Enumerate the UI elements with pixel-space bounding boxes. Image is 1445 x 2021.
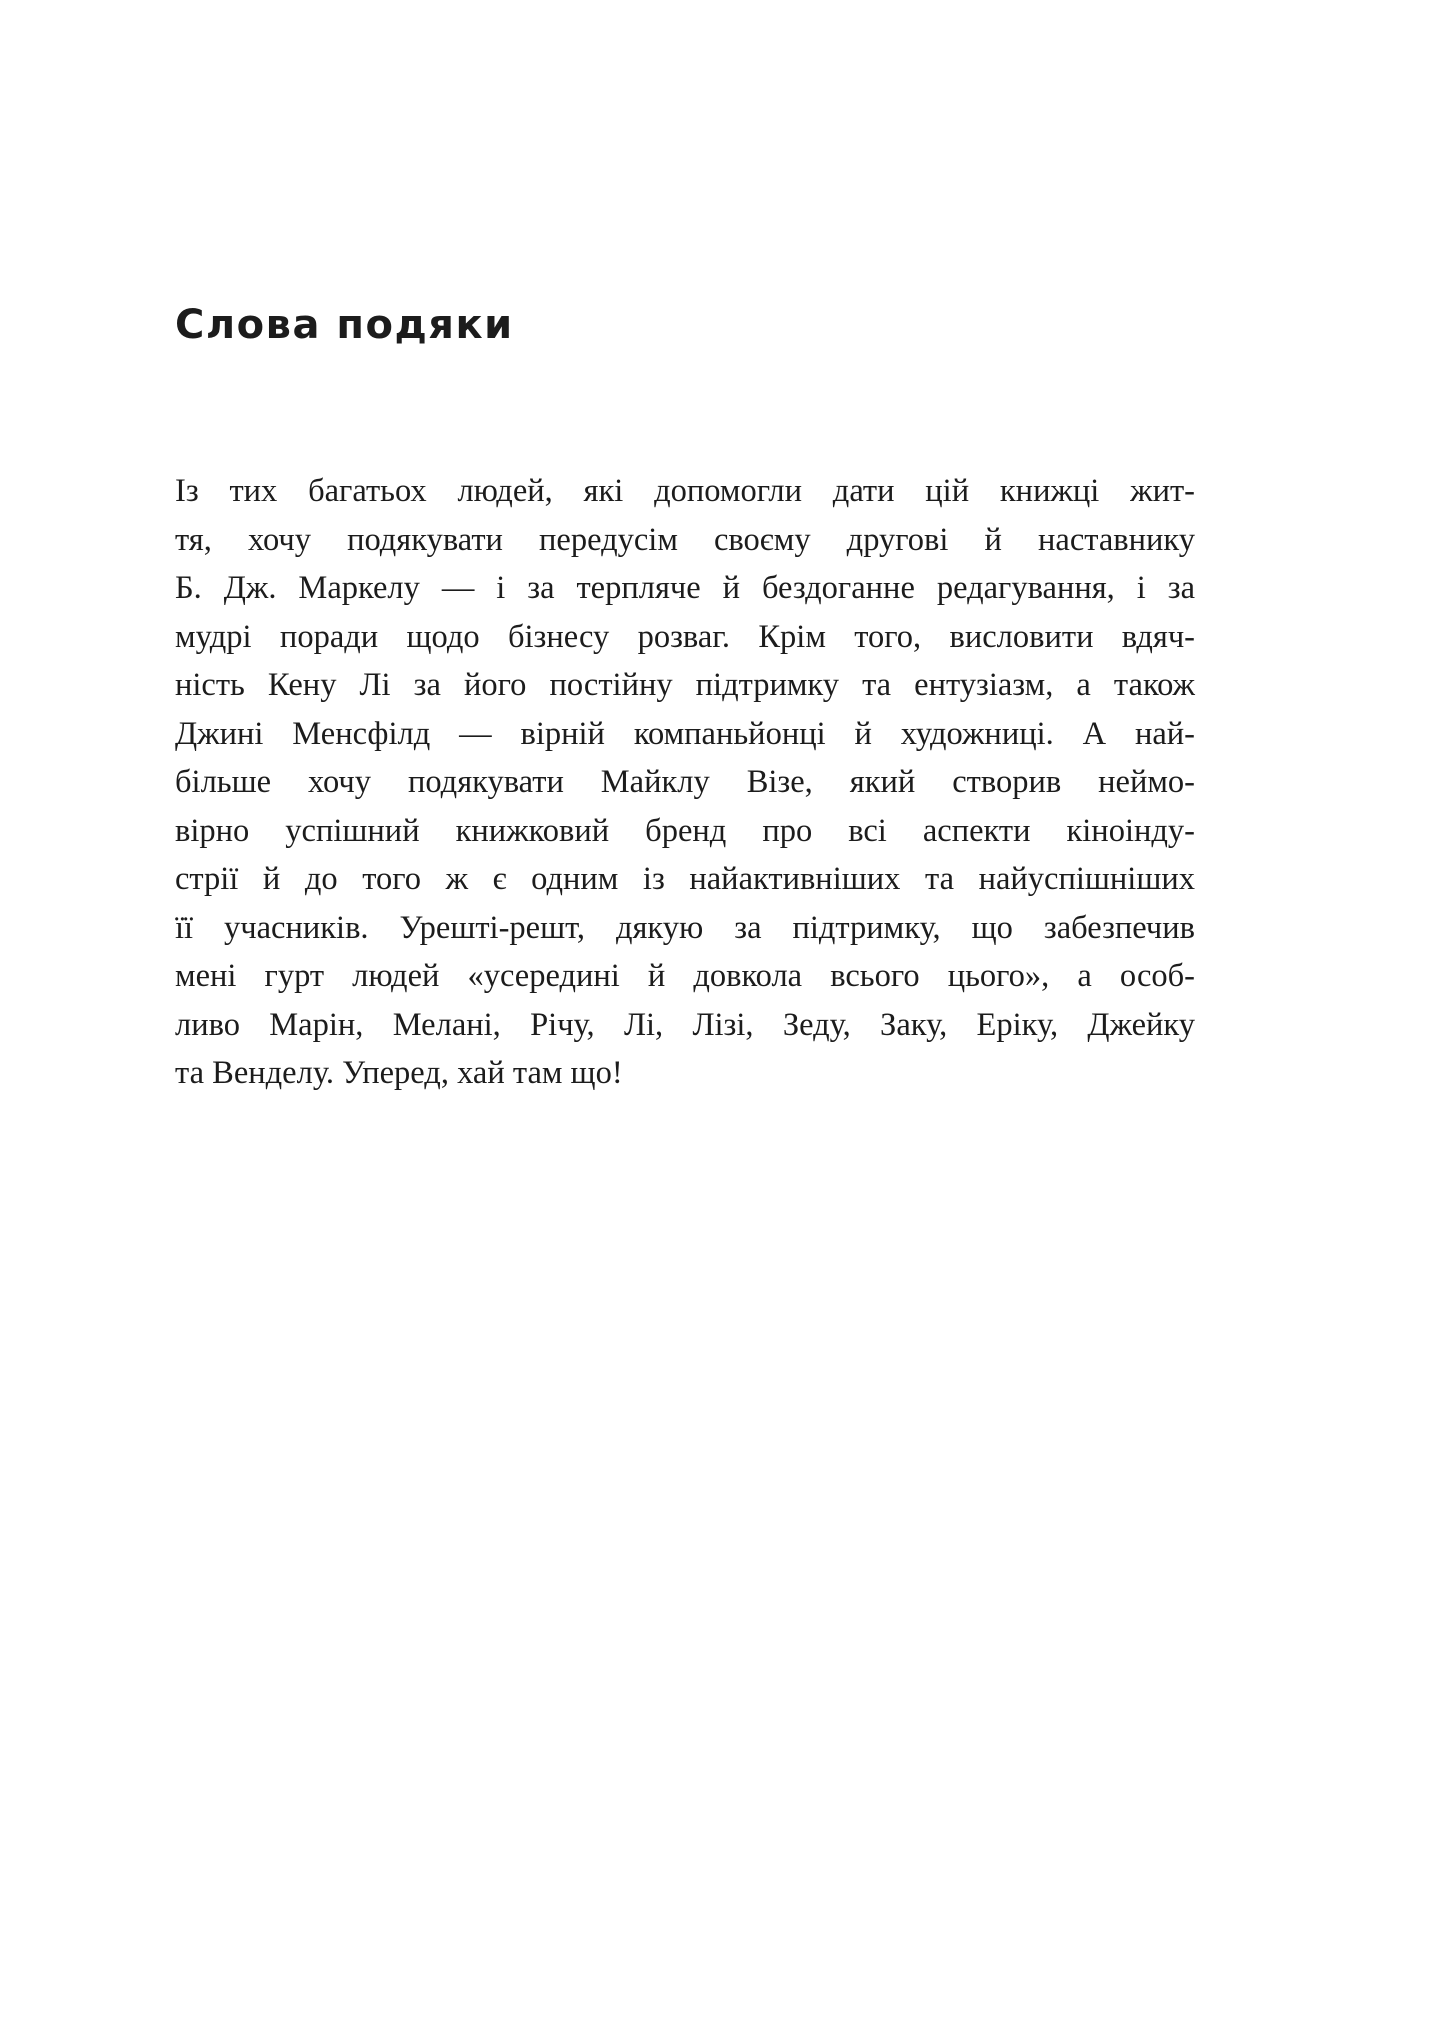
paragraph-line: ливо Марін, Мелані, Річу, Лі, Лізі, Зеду, Заку, Еріку, Джейку [175,1006,1195,1043]
paragraph-line: Джині Менсфілд — вірній компаньйонці й художниці. А най- [175,715,1195,752]
paragraph-line: Б. Дж. Маркелу — і за терпляче й бездоганне редагування, і за [175,570,1195,606]
paragraph-line: стрії й до того ж є одним із найактивніших та найуспішніших [175,861,1195,897]
page-title: Слова подяки [175,302,514,348]
paragraph-line: вірно успішний книжковий бренд про всі аспекти кіноінду- [175,812,1195,849]
acknowledgements-paragraph [175,467,1195,1098]
paragraph-line: Із тих багатьох людей, які допомогли дати цій книжці жит- [175,473,1195,509]
paragraph-line: її учасників. Урешті-решт, дякую за підтримку, що забезпечив [175,909,1195,946]
paragraph-line: тя, хочу подякувати передусім своєму другові й наставнику [175,521,1195,558]
paragraph-line: мудрі поради щодо бізнесу розваг. Крім того, висловити вдяч- [175,618,1195,655]
paragraph-line: мені гурт людей «усередині й довкола всього цього», а особ- [175,958,1195,994]
paragraph-line: та Венделу. Уперед, хай там що! [175,1055,623,1091]
paragraph-line: більше хочу подякувати Майклу Візе, який створив неймо- [175,764,1195,800]
paragraph-line: ність Кену Лі за його постійну підтримку та ентузіазм, а також [175,667,1195,703]
